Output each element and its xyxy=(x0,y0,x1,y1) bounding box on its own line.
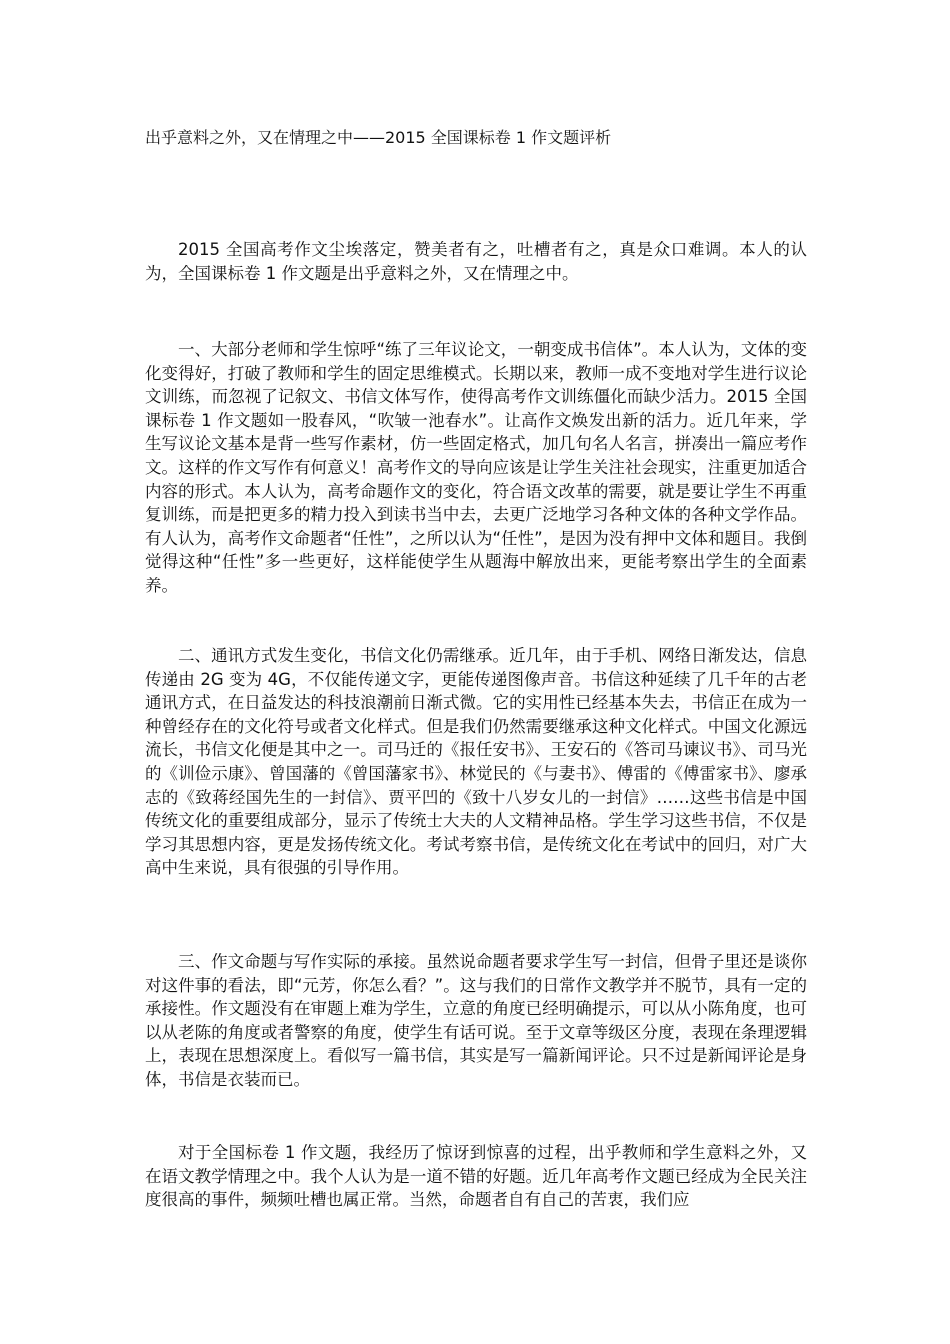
paragraph-conclusion: 对于全国标卷 1 作文题，我经历了惊讶到惊喜的过程，出乎教师和学生意料之外，又在语文教学情理之中。我个人认为是一道不错的好题。近几年高考作文题已经成为全民关注度很高的事件，频频吐槽也属正常。当然，命题者自有自己的苦衷，我们应 xyxy=(145,1143,807,1210)
paragraph-point-one: 一、大部分老师和学生惊呼“练了三年议论文，一朝变成书信体”。本人认为，文体的变化变得好，打破了教师和学生的固定思维模式。长期以来，教师一成不变地对学生进行议论文训练，而忽视了记叙文、书信文体写作，使得高考作文训练僵化而缺少活力。2015 全国课标卷 1 作文题如一股春风，“吹皱一池春水”。让高作文焕发出新的活力。近几年来，学生写议论文基本是背一些写作素材，仿一些固定格式，加几句名人名言，拼凑出一篇应考作文。这样的作文写作有何意义！高考作文的导向应该是让学生关注社会现实，注重更加适合内容的形式。本人认为，高考命题作文的变化，符合语文改革的需要，就是要让学生不再重复训练，而是把更多的精力投入到读书当中去，去更广泛地学习各种文体的各种文学作品。有人认为，高考作文命题者“任性”，之所以认为“任性”，是因为没有押中文体和题目。我倒觉得这种“任性”多一些更好，这样能使学生从题海中解放出来，更能考察出学生的全面素养。 xyxy=(145,340,807,595)
document-title: 出乎意料之外，又在情理之中——2015 全国课标卷 1 作文题评析 xyxy=(145,128,612,147)
paragraph-point-two: 二、通讯方式发生变化，书信文化仍需继承。近几年，由于手机、网络日渐发达，信息传递由 2G 变为 4G，不仅能传递文字，更能传递图像声音。书信这种延续了几千年的古老通讯方式，在日益发达的科技浪潮前日渐式微。它的实用性已经基本失去，书信正在成为一种曾经存在的文化符号或者文化样式。但是我们仍然需要继承这种文化样式。中国文化源远流长，书信文化便是其中之一。司马迁的《报任安书》、王安石的《答司马谏议书》、司马光的《训俭示康》、曾国藩的《曾国藩家书》、林觉民的《与妻书》、傅雷的《傅雷家书》、廖承志的《致蒋经国先生的一封信》、贾平凹的《致十八岁女儿的一封信》……这些书信是中国传统文化的重要组成部分，显示了传统士大夫的人文精神品格。学生学习这些书信，不仅是学习其思想内容，更是发扬传统文化。考试考察书信，是传统文化在考试中的回归，对广大高中生来说，具有很强的引导作用。 xyxy=(145,646,807,878)
paragraph-intro: 2015 全国高考作文尘埃落定，赞美者有之，吐槽者有之，真是众口难调。本人的认为，全国课标卷 1 作文题是出乎意料之外，又在情理之中。 xyxy=(145,240,807,283)
paragraph-point-three: 三、作文命题与写作实际的承接。虽然说命题者要求学生写一封信，但骨子里还是谈你对这件事的看法，即“元芳，你怎么看？”。这与我们的日常作文教学并不脱节，具有一定的承接性。作文题没有在审题上难为学生，立意的角度已经明确提示，可以从小陈角度，也可以从老陈的角度或者警察的角度，使学生有话可说。至于文章等级区分度，表现在条理逻辑上，表现在思想深度上。看似写一篇书信，其实是写一篇新闻评论。只不过是新闻评论是身体，书信是衣装而已。 xyxy=(145,952,807,1089)
